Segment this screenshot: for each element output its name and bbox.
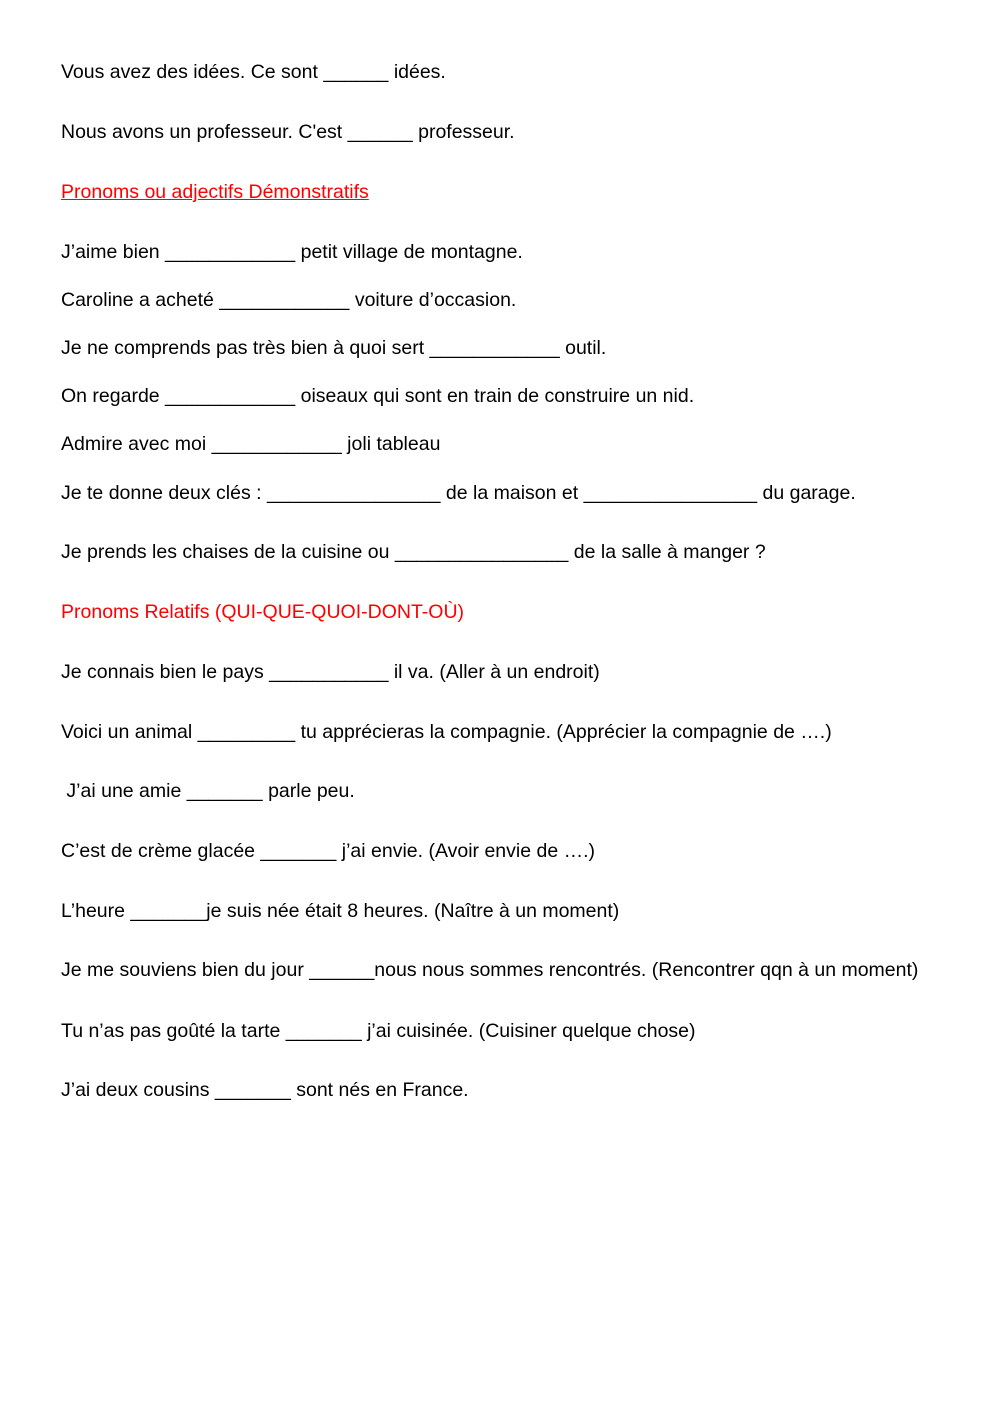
exercise-line: Vous avez des idées. Ce sont ______ idées.	[61, 61, 446, 83]
section-heading-relatives: Pronoms Relatifs (QUI-QUE-QUOI-DONT-OÙ)	[61, 601, 465, 623]
exercise-line: Je ne comprends pas très bien à quoi sert ____________ outil.	[61, 337, 607, 359]
exercise-line: Nous avons un professeur. C'est ______ professeur.	[61, 121, 515, 143]
exercise-line: Je me souviens bien du jour ______nous nous sommes rencontrés. (Rencontrer qqn à un moment)	[61, 959, 919, 981]
exercise-line: Tu n’as pas goûté la tarte _______ j’ai cuisinée. (Cuisiner quelque chose)	[61, 1020, 696, 1042]
exercise-line: Admire avec moi ____________ joli tableau	[61, 433, 441, 455]
exercise-line: J’aime bien ____________ petit village de montagne.	[61, 241, 523, 263]
exercise-line: Caroline a acheté ____________ voiture d’occasion.	[61, 289, 517, 311]
exercise-line: C’est de crème glacée _______ j’ai envie. (Avoir envie de ….)	[61, 840, 596, 862]
exercise-line: On regarde ____________ oiseaux qui sont en train de construire un nid.	[61, 385, 695, 407]
exercise-line: Je te donne deux clés : ________________ de la maison et ________________ du garage.	[61, 482, 856, 504]
exercise-line: J’ai une amie _______ parle peu.	[61, 780, 355, 802]
exercise-line: Je connais bien le pays ___________ il va. (Aller à un endroit)	[61, 661, 600, 683]
exercise-line: Voici un animal _________ tu apprécieras la compagnie. (Apprécier la compagnie de ….)	[61, 721, 832, 743]
exercise-line: Je prends les chaises de la cuisine ou ________________ de la salle à manger ?	[61, 541, 766, 563]
exercise-line: J’ai deux cousins _______ sont nés en France.	[61, 1079, 469, 1101]
exercise-line: L’heure _______je suis née était 8 heures. (Naître à un moment)	[61, 900, 620, 922]
section-heading-demonstratives: Pronoms ou adjectifs Démonstratifs	[61, 181, 369, 203]
